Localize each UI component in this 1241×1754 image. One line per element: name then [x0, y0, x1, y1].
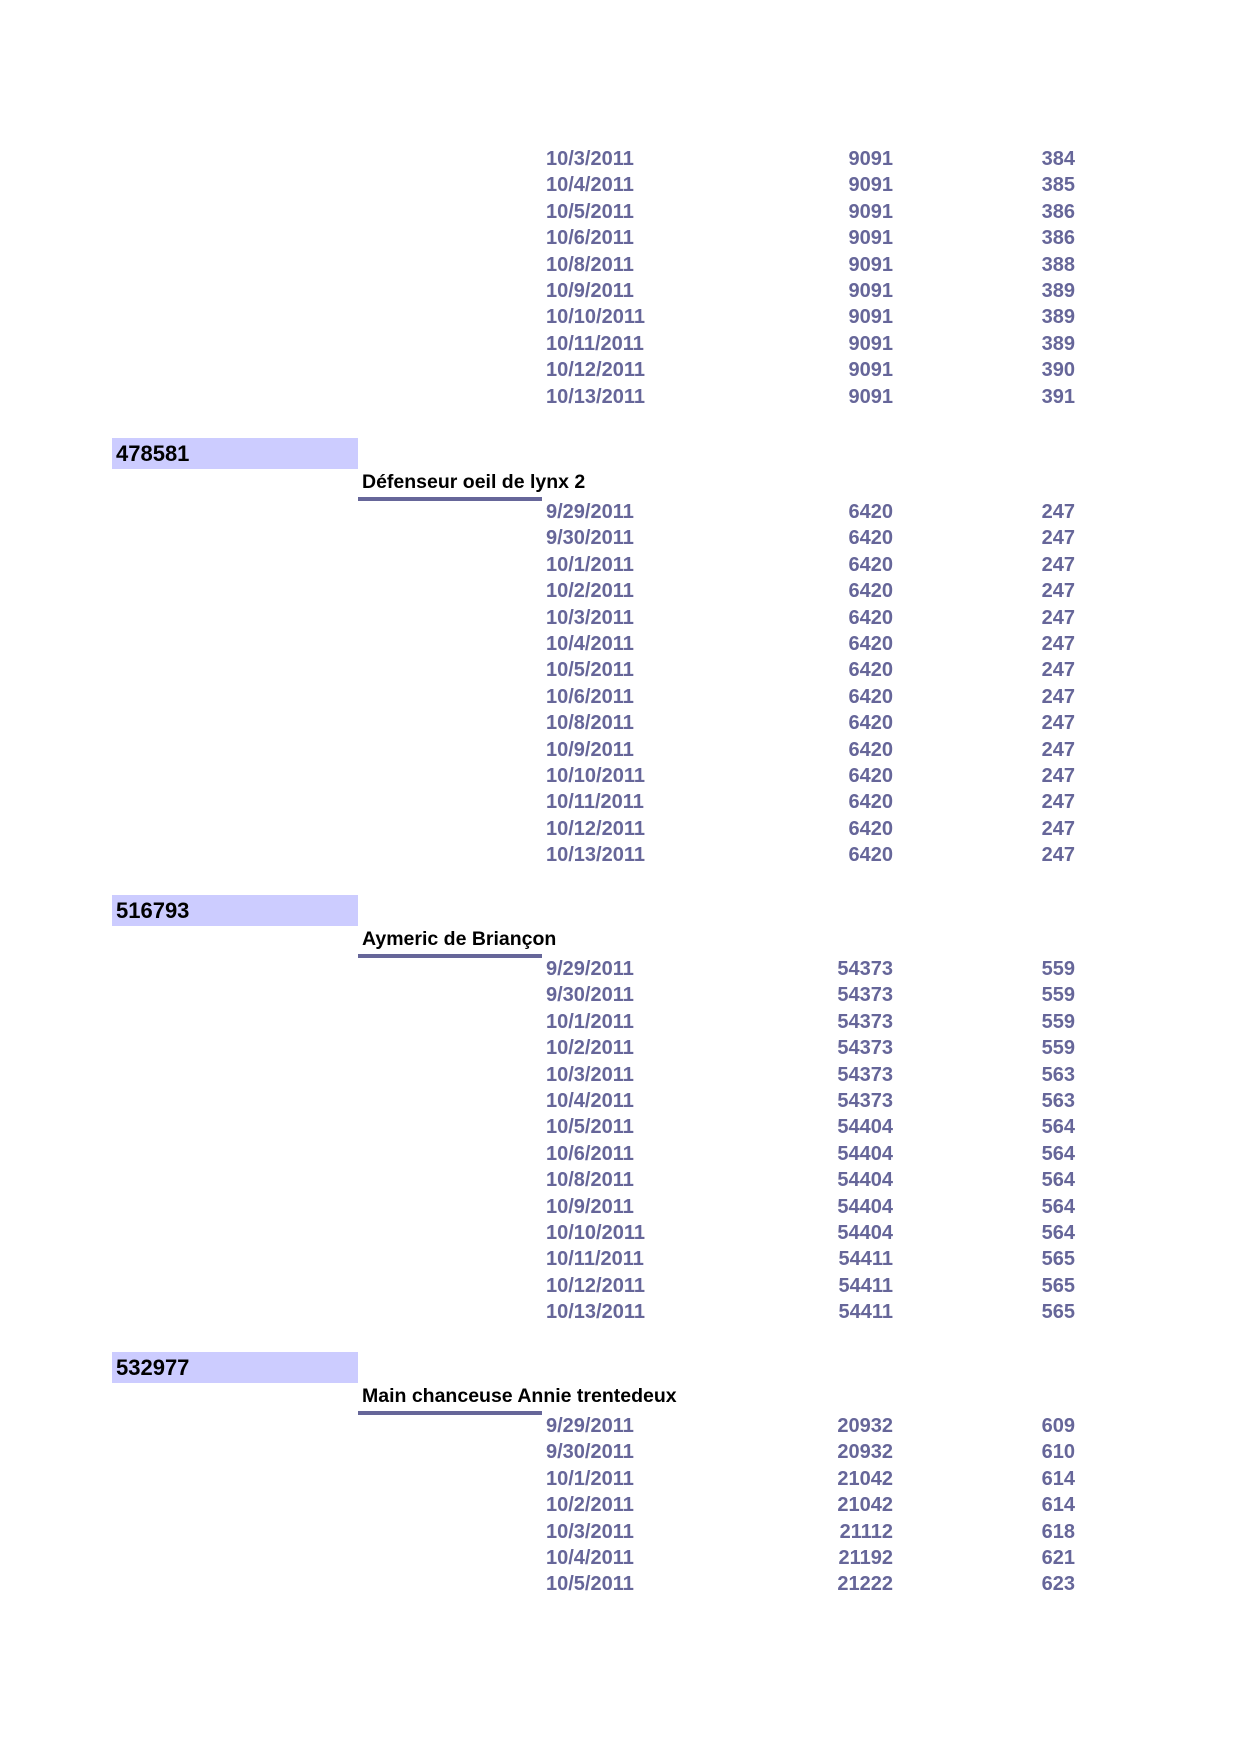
date-cell: 10/13/2011: [546, 844, 645, 867]
value-cell: 54373: [837, 958, 893, 980]
table-row: [0, 199, 1241, 225]
value-cell: 20932: [837, 1415, 893, 1437]
value-cell: 6420: [848, 501, 893, 523]
player-id: 532977: [112, 1352, 358, 1383]
table-row: [0, 816, 1241, 842]
value-cell: 54373: [837, 1089, 893, 1112]
table-row: [0, 605, 1241, 631]
value-cell: 6420: [848, 659, 893, 682]
record-rows: [0, 956, 1241, 1325]
rank-cell: 247: [1041, 738, 1075, 761]
date-cell: 10/4/2011: [546, 632, 634, 655]
rank-cell: 247: [1041, 580, 1075, 603]
value-cell: 6420: [848, 764, 893, 787]
rank-cell: 247: [1041, 712, 1075, 735]
date-cell: 10/6/2011: [546, 685, 634, 708]
value-cell: 9091: [848, 385, 893, 408]
date-cell: 10/8/2011: [546, 712, 634, 735]
date-cell: 9/30/2011: [546, 1441, 634, 1464]
record-rows: [0, 1413, 1241, 1598]
value-cell: 21192: [838, 1546, 893, 1569]
rank-cell: 247: [1041, 606, 1075, 629]
value-cell: 54373: [837, 1010, 893, 1033]
table-row: [0, 1413, 1241, 1439]
table-row: [0, 172, 1241, 198]
value-cell: 54404: [837, 1142, 893, 1165]
table-row: [0, 1273, 1241, 1299]
rank-cell: 565: [1041, 1301, 1075, 1324]
value-cell: 54411: [838, 1274, 893, 1297]
value-cell: 9091: [848, 148, 893, 170]
value-cell: 6420: [848, 844, 893, 867]
table-row: [0, 631, 1241, 657]
table-row: [0, 1194, 1241, 1220]
value-cell: 21042: [837, 1467, 893, 1490]
value-cell: 9091: [848, 306, 893, 329]
value-cell: 54404: [837, 1221, 893, 1244]
value-cell: 21042: [837, 1494, 893, 1517]
date-cell: 10/13/2011: [546, 385, 645, 408]
table-row: [0, 1492, 1241, 1518]
date-cell: 10/5/2011: [546, 1116, 634, 1139]
date-cell: 9/29/2011: [546, 1415, 634, 1437]
record-rows: [0, 499, 1241, 868]
value-cell: 6420: [848, 527, 893, 550]
date-cell: 10/6/2011: [546, 227, 634, 250]
value-cell: 21112: [839, 1520, 893, 1543]
rank-cell: 389: [1041, 306, 1075, 329]
rank-cell: 610: [1041, 1441, 1075, 1464]
value-cell: 9091: [848, 253, 893, 276]
rank-cell: 623: [1041, 1573, 1075, 1596]
date-cell: 10/13/2011: [546, 1301, 645, 1324]
rank-cell: 247: [1041, 817, 1075, 840]
table-row: [0, 1167, 1241, 1193]
value-cell: 6420: [848, 606, 893, 629]
table-row: [0, 252, 1241, 278]
rank-cell: 247: [1041, 659, 1075, 682]
table-row: [0, 1466, 1241, 1492]
table-row: [0, 1299, 1241, 1325]
date-cell: 10/2/2011: [546, 1037, 634, 1060]
table-row: [0, 737, 1241, 763]
rank-cell: 247: [1041, 501, 1075, 523]
date-cell: 10/1/2011: [546, 1467, 634, 1490]
value-cell: 54411: [838, 1248, 893, 1271]
date-cell: 10/11/2011: [546, 1248, 644, 1271]
table-row: [0, 1035, 1241, 1061]
date-cell: 10/10/2011: [546, 764, 645, 787]
table-row: [0, 357, 1241, 383]
rank-cell: 247: [1041, 632, 1075, 655]
table-row: [0, 1571, 1241, 1597]
date-cell: 10/12/2011: [546, 359, 645, 382]
rank-cell: 391: [1041, 385, 1075, 408]
player-id: 478581: [112, 438, 358, 469]
rank-cell: 390: [1041, 359, 1075, 382]
rank-cell: 388: [1041, 253, 1075, 276]
table-row: [0, 1062, 1241, 1088]
date-cell: 10/11/2011: [546, 332, 644, 355]
rank-cell: 247: [1041, 844, 1075, 867]
rank-cell: 389: [1041, 332, 1075, 355]
rank-cell: 389: [1041, 279, 1075, 302]
rank-cell: 559: [1041, 958, 1075, 980]
date-cell: 9/30/2011: [546, 527, 634, 550]
date-cell: 10/6/2011: [546, 1142, 634, 1165]
value-cell: 54404: [837, 1195, 893, 1218]
value-cell: 9091: [848, 227, 893, 250]
rank-cell: 247: [1041, 791, 1075, 814]
date-cell: 9/29/2011: [546, 501, 634, 523]
table-row: [0, 331, 1241, 357]
date-cell: 10/10/2011: [546, 1221, 645, 1244]
value-cell: 6420: [848, 632, 893, 655]
rank-cell: 618: [1041, 1520, 1075, 1543]
player-name: Main chanceuse Annie trentedeux: [362, 1385, 677, 1407]
value-cell: 6420: [848, 553, 893, 576]
date-cell: 10/8/2011: [546, 253, 634, 276]
value-cell: 9091: [848, 174, 893, 197]
table-row: [0, 1246, 1241, 1272]
table-row: [0, 1141, 1241, 1167]
rank-cell: 247: [1041, 527, 1075, 550]
table-row: [0, 982, 1241, 1008]
player-name: Aymeric de Briançon: [362, 928, 557, 950]
table-row: [0, 842, 1241, 868]
rank-cell: 564: [1041, 1221, 1075, 1244]
table-row: [0, 710, 1241, 736]
rank-cell: 565: [1041, 1274, 1075, 1297]
date-cell: 10/11/2011: [546, 791, 644, 814]
value-cell: 6420: [848, 791, 893, 814]
value-cell: 9091: [848, 359, 893, 382]
date-cell: 10/4/2011: [546, 1546, 634, 1569]
date-cell: 10/9/2011: [546, 279, 634, 302]
date-cell: 10/12/2011: [546, 817, 645, 840]
rank-cell: 384: [1041, 148, 1075, 170]
rank-cell: 564: [1041, 1195, 1075, 1218]
rank-cell: 621: [1041, 1546, 1075, 1569]
continued-rows: [0, 146, 1241, 410]
date-cell: 9/30/2011: [546, 984, 634, 1007]
table-row: [0, 956, 1241, 982]
table-row: [0, 684, 1241, 710]
value-cell: 20932: [837, 1441, 893, 1464]
table-row: [0, 552, 1241, 578]
table-row: [0, 789, 1241, 815]
table-row: [0, 499, 1241, 525]
value-cell: 54373: [837, 984, 893, 1007]
table-row: [0, 146, 1241, 172]
value-cell: 6420: [848, 817, 893, 840]
value-cell: 21222: [837, 1573, 893, 1596]
player-id: 516793: [112, 895, 358, 926]
table-row: [0, 1220, 1241, 1246]
table-row: [0, 578, 1241, 604]
table-row: [0, 278, 1241, 304]
date-cell: 10/10/2011: [546, 306, 645, 329]
rank-cell: 564: [1041, 1142, 1075, 1165]
rank-cell: 563: [1041, 1089, 1075, 1112]
date-cell: 10/3/2011: [546, 1520, 634, 1543]
table-row: [0, 304, 1241, 330]
table-row: [0, 1519, 1241, 1545]
value-cell: 9091: [848, 332, 893, 355]
rank-cell: 559: [1041, 1010, 1075, 1033]
value-cell: 9091: [848, 279, 893, 302]
rank-cell: 386: [1041, 227, 1075, 250]
date-cell: 10/2/2011: [546, 1494, 634, 1517]
date-cell: 10/3/2011: [546, 148, 634, 170]
table-row: [0, 657, 1241, 683]
table-row: [0, 384, 1241, 410]
value-cell: 6420: [848, 580, 893, 603]
date-cell: 10/9/2011: [546, 738, 634, 761]
date-cell: 10/5/2011: [546, 659, 634, 682]
rank-cell: 247: [1041, 764, 1075, 787]
table-row: [0, 1088, 1241, 1114]
value-cell: 54373: [837, 1063, 893, 1086]
rank-cell: 559: [1041, 1037, 1075, 1060]
date-cell: 10/9/2011: [546, 1195, 634, 1218]
value-cell: 54404: [837, 1116, 893, 1139]
rank-cell: 614: [1041, 1467, 1075, 1490]
rank-cell: 247: [1041, 553, 1075, 576]
table-row: [0, 1545, 1241, 1571]
rank-cell: 386: [1041, 200, 1075, 223]
rank-cell: 564: [1041, 1169, 1075, 1192]
rank-cell: 609: [1041, 1415, 1075, 1437]
date-cell: 10/3/2011: [546, 606, 634, 629]
date-cell: 10/5/2011: [546, 1573, 634, 1596]
date-cell: 10/1/2011: [546, 553, 634, 576]
date-cell: 10/1/2011: [546, 1010, 634, 1033]
value-cell: 6420: [848, 712, 893, 735]
table-row: [0, 225, 1241, 251]
date-cell: 10/2/2011: [546, 580, 634, 603]
table-row: [0, 763, 1241, 789]
rank-cell: 565: [1041, 1248, 1075, 1271]
value-cell: 6420: [848, 685, 893, 708]
date-cell: 10/4/2011: [546, 1089, 634, 1112]
table-row: [0, 1009, 1241, 1035]
value-cell: 54404: [837, 1169, 893, 1192]
value-cell: 6420: [848, 738, 893, 761]
rank-cell: 559: [1041, 984, 1075, 1007]
date-cell: 10/4/2011: [546, 174, 634, 197]
rank-cell: 247: [1041, 685, 1075, 708]
value-cell: 9091: [848, 200, 893, 223]
rank-cell: 564: [1041, 1116, 1075, 1139]
value-cell: 54411: [838, 1301, 893, 1324]
date-cell: 10/12/2011: [546, 1274, 645, 1297]
date-cell: 10/8/2011: [546, 1169, 634, 1192]
date-cell: 10/3/2011: [546, 1063, 634, 1086]
table-row: [0, 1114, 1241, 1140]
rank-cell: 563: [1041, 1063, 1075, 1086]
table-row: [0, 525, 1241, 551]
date-cell: 10/5/2011: [546, 200, 634, 223]
value-cell: 54373: [837, 1037, 893, 1060]
rank-cell: 385: [1041, 174, 1075, 197]
date-cell: 9/29/2011: [546, 958, 634, 980]
rank-cell: 614: [1041, 1494, 1075, 1517]
player-name: Défenseur oeil de lynx 2: [362, 471, 586, 493]
table-row: [0, 1439, 1241, 1465]
